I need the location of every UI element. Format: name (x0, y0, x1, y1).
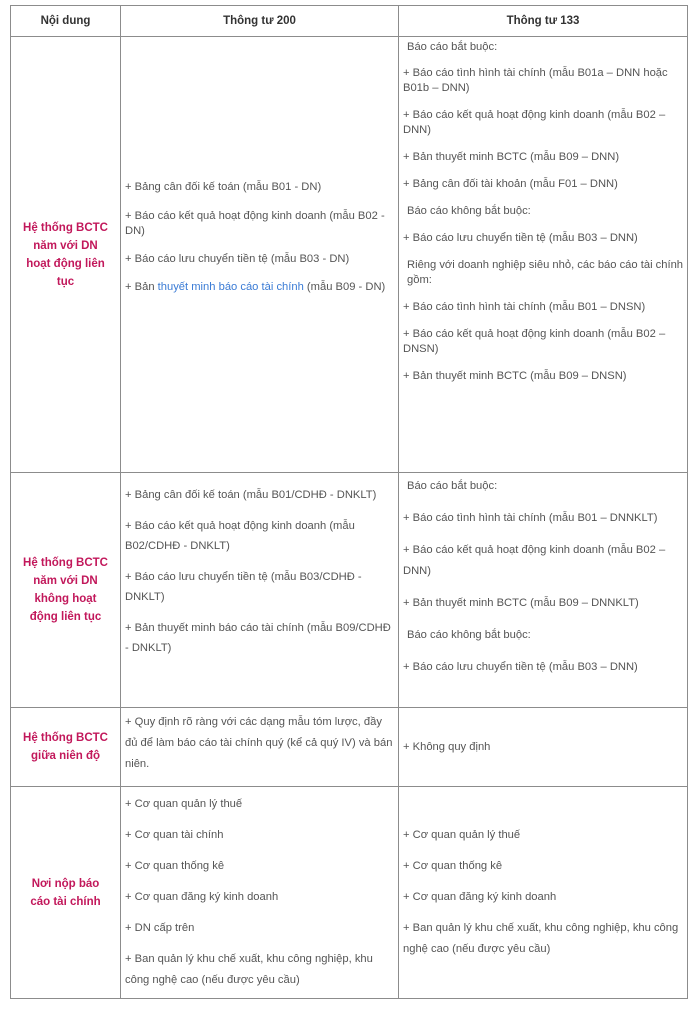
list-item: + Bản thuyết minh BCTC (mẫu B09 – DNN) (403, 151, 620, 163)
table-row (11, 473, 688, 708)
circular-200-cell (121, 37, 399, 473)
list-item: + Cơ quan thống kê (125, 860, 225, 872)
list-item: + Báo cáo kết quả hoạt động kinh doanh (mẫu B02 – DNSN) (403, 328, 666, 355)
list-item: + Không quy định (403, 741, 491, 753)
table-row (11, 787, 688, 999)
list-item: + Bảng cân đối kế toán (mẫu B01/CDHĐ - DNKLT) (125, 489, 377, 501)
circular-133-cell (399, 37, 688, 473)
list-item: + Báo cáo kết quả hoạt động kinh doanh (mẫu B02 – DNN) (403, 544, 666, 577)
list-item: + Quy định rõ ràng với các dạng mẫu tóm lược, đầy đủ để làm báo cáo tài chính quý (kể cả quý IV) và bán niên. (125, 716, 393, 770)
comparison-table (10, 5, 688, 999)
header-circular-133: Thông tư 133 (399, 6, 688, 37)
list-item: + Báo cáo tình hình tài chính (mẫu B01a – DNN hoặc B01b – DNN) (403, 67, 668, 94)
list-item: + Báo cáo kết quả hoạt động kinh doanh (mẫu B02/CDHĐ - DNKLT) (125, 520, 355, 552)
row-label: Nơi nộp báo cáo tài chính (11, 787, 121, 999)
section-heading: Báo cáo bắt buộc: (407, 41, 498, 53)
list-item: + Cơ quan thống kê (403, 860, 503, 872)
list-item-suffix: (mẫu B09 - DN) (303, 281, 386, 293)
circular-200-cell (121, 473, 399, 708)
list-item: + Bảng cân đối tài khoản (mẫu F01 – DNN) (403, 178, 618, 190)
header-content: Nội dung (11, 6, 121, 37)
list-item: + Ban quản lý khu chế xuất, khu công nghiệp, khu công nghệ cao (nếu được yêu cầu) (403, 922, 679, 955)
list-item: + Bản thuyết minh BCTC (mẫu B09 – DNSN) (403, 370, 627, 382)
section-heading: Báo cáo không bắt buộc: (407, 205, 531, 217)
header-circular-200: Thông tư 200 (121, 6, 399, 37)
section-heading: Riêng với doanh nghiệp siêu nhỏ, các báo cáo tài chính gồm: (407, 259, 684, 286)
list-item: + Bản thuyết minh báo cáo tài chính (mẫu B09/CDHĐ - DNKLT) (125, 622, 391, 654)
list-item: + Ban quản lý khu chế xuất, khu công nghiệp, khu công nghệ cao (nếu được yêu cầu) (125, 953, 373, 986)
list-item: + Báo cáo kết quả hoạt động kinh doanh (mẫu B02 – DNN) (403, 109, 666, 136)
list-item: + Cơ quan đăng ký kinh doanh (403, 891, 557, 903)
list-item-prefix: + Bản (125, 281, 158, 293)
circular-200-cell (121, 787, 399, 999)
list-item: + Cơ quan đăng ký kinh doanh (125, 891, 279, 903)
circular-133-cell (399, 473, 688, 708)
list-item: + Báo cáo lưu chuyển tiền tệ (mẫu B03 - DN) (125, 253, 350, 265)
list-item: + Báo cáo lưu chuyển tiền tệ (mẫu B03 – DNN) (403, 661, 638, 673)
header-row (11, 6, 688, 37)
list-item: + Báo cáo lưu chuyển tiền tệ (mẫu B03 – DNN) (403, 232, 638, 244)
list-item (125, 280, 395, 295)
circular-133-cell (399, 787, 688, 999)
list-item: + Báo cáo tình hình tài chính (mẫu B01 – DNSN) (403, 301, 646, 313)
list-item: + Cơ quan tài chính (125, 829, 224, 841)
section-heading: Báo cáo không bắt buộc: (407, 629, 531, 641)
list-item: + Cơ quan quản lý thuế (125, 798, 243, 810)
circular-200-cell (121, 708, 399, 787)
row-label: Hệ thống BCTC giữa niên độ (11, 708, 121, 787)
list-item: + Cơ quan quản lý thuế (403, 829, 521, 841)
section-heading: Báo cáo bắt buộc: (407, 480, 498, 492)
financial-statement-notes-link[interactable]: thuyết minh báo cáo tài chính (157, 281, 304, 293)
list-item: + Báo cáo lưu chuyển tiền tệ (mẫu B03/CDHĐ - DNKLT) (125, 571, 362, 603)
row-label: Hệ thống BCTC năm với DN không hoạt động liên tục (11, 473, 121, 708)
list-item: + Bảng cân đối kế toán (mẫu B01 - DN) (125, 181, 322, 193)
list-item: + Báo cáo kết quả hoạt động kinh doanh (mẫu B02 - DN) (125, 210, 385, 237)
circular-133-cell (399, 708, 688, 787)
list-item: + DN cấp trên (125, 922, 195, 934)
list-item: + Bản thuyết minh BCTC (mẫu B09 – DNNKLT) (403, 597, 639, 609)
list-item: + Báo cáo tình hình tài chính (mẫu B01 – DNNKLT) (403, 512, 658, 524)
row-label: Hệ thống BCTC năm với DN hoạt động liên tục (11, 37, 121, 473)
table-row (11, 37, 688, 473)
table-row (11, 708, 688, 787)
